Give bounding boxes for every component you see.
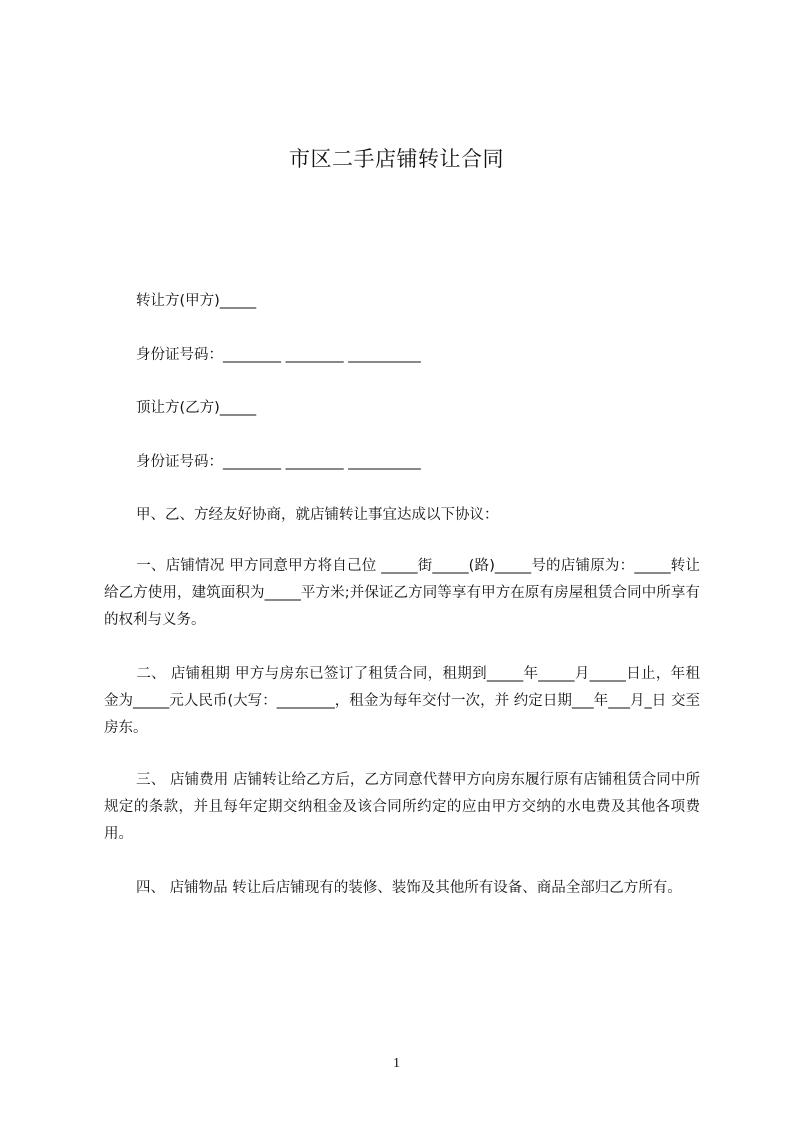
page-number: 1: [393, 1056, 400, 1071]
clause-4: [104, 875, 700, 902]
party-b-line: 顶让方(乙方)_____: [136, 400, 257, 416]
clause-text: 三、 店铺费用 店铺转让给乙方后，乙方同意代替甲方向房东履行原有店铺租赁合同中所规定的条款，并且每年定期交纳租金及该合同所约定的应由甲方交纳的水电费及其他各项费用。: [104, 772, 700, 842]
party-a-line: 转让方(甲方)_____: [136, 293, 257, 309]
clause-text: 一、店铺情况 甲方同意甲方将自己位 _____街_____(路)_____号的店铺原为：_____转让给乙方使用，建筑面积为_____平方米;并保证乙方同等享有甲方在原有房屋租赁合同中所享有的权利与义务。: [104, 558, 700, 628]
clause-2: [104, 661, 700, 742]
party-b-id-line: 身份证号码：________ ________ __________: [136, 454, 421, 470]
clause-3: [104, 767, 700, 848]
clause-text: 四、 店铺物品 转让后店铺现有的装修、装饰及其他所有设备、商品全部归乙方所有。: [136, 880, 682, 896]
clause-text: 二、 店铺租期 甲方与房东已签订了租赁合同，租期到_____年_____月_____日止，年租金为_____元人民币(大写：________，租金为每年交付一次，并 约定日期___年___月_日 交至房东。: [104, 666, 700, 736]
page-title: 市区二手店铺转让合同: [289, 147, 504, 171]
intro-line: 甲、乙、方经友好协商，就店铺转让事宜达成以下协议：: [136, 507, 499, 523]
party-a-id-line: 身份证号码：________ ________ __________: [136, 347, 421, 363]
clause-1: [104, 553, 700, 634]
